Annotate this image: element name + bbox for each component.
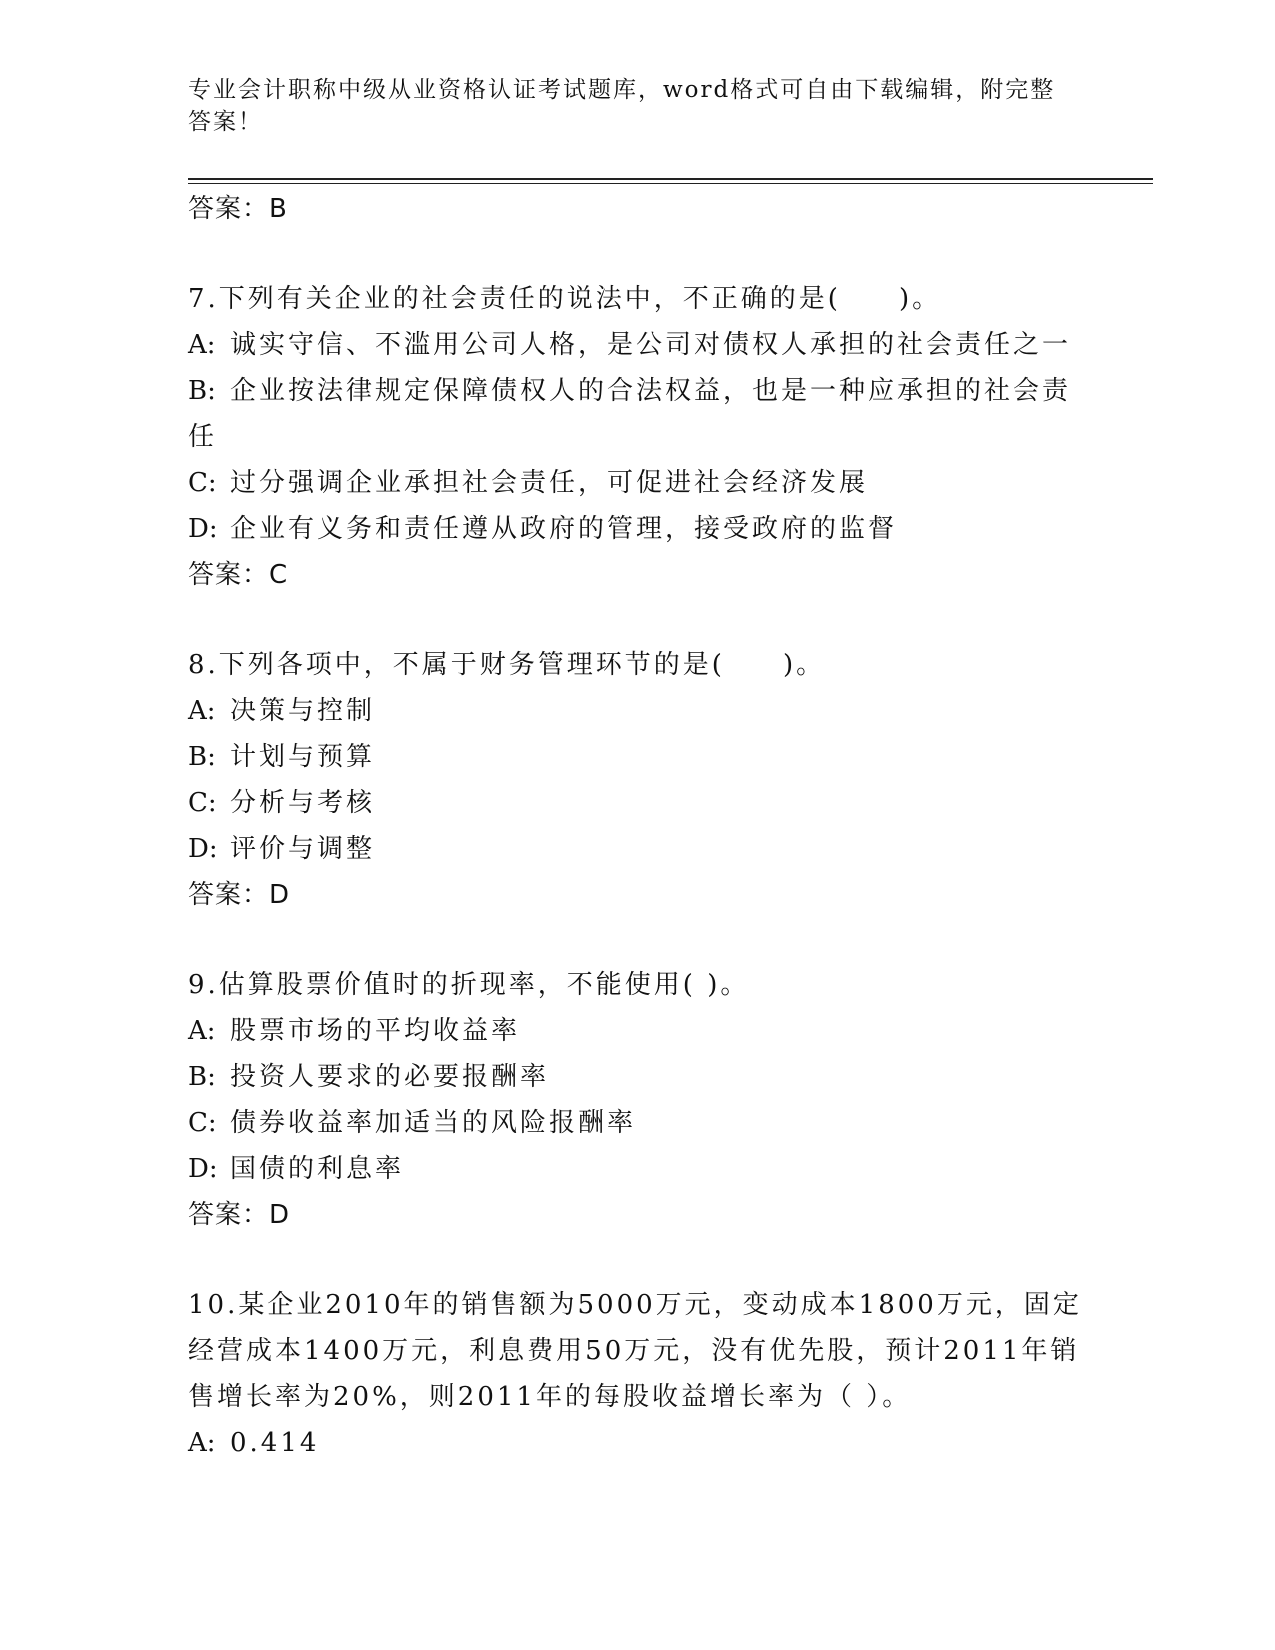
option-text: 诚实守信、不滥用公司人格，是公司对债权人承担的社会责任之一 — [230, 330, 1072, 360]
option-d — [188, 1146, 1088, 1192]
option-a — [188, 1008, 1088, 1054]
option-letter: A: — [188, 330, 216, 360]
option-text: 股票市场的平均收益率 — [230, 1016, 521, 1046]
option-text: 0.414 — [230, 1428, 320, 1458]
option-letter: C: — [188, 1108, 217, 1138]
option-letter: B: — [188, 376, 216, 406]
option-letter: D: — [188, 1154, 218, 1184]
option-c — [188, 460, 1088, 506]
option-b — [188, 368, 1088, 460]
option-text: 分析与考核 — [230, 788, 376, 818]
question-stem: 7.下列有关企业的社会责任的说法中，不正确的是( )。 — [188, 284, 942, 314]
option-d — [188, 506, 1088, 552]
option-a — [188, 688, 1088, 734]
option-letter: A: — [188, 1428, 216, 1458]
option-text: 计划与预算 — [230, 742, 376, 772]
option-letter: B: — [188, 1062, 216, 1092]
option-letter: A: — [188, 696, 216, 726]
question-list — [188, 186, 1088, 1466]
option-text: 企业按法律规定保障债权人的合法权益，也是一种应承担的社会责任 — [188, 376, 1072, 452]
option-text: 国债的利息率 — [230, 1154, 405, 1184]
option-b — [188, 734, 1088, 780]
option-text: 债券收益率加适当的风险报酬率 — [230, 1108, 637, 1138]
option-letter: C: — [188, 468, 217, 498]
header-rule-thick — [188, 178, 1153, 180]
option-text: 企业有义务和责任遵从政府的管理，接受政府的监督 — [230, 514, 898, 544]
option-a — [188, 1420, 1088, 1466]
option-letter: C: — [188, 788, 217, 818]
answer-line: 答案：B — [188, 194, 288, 224]
question-stem: 10.某企业2010年的销售额为5000万元，变动成本1800万元，固定经营成本1400万元，利息费用50万元，没有优先股，预计2011年销售增长率为20%，则2011年的每股收益增长率为（ ）。 — [188, 1290, 1082, 1412]
option-a — [188, 322, 1088, 368]
option-letter: B: — [188, 742, 216, 772]
option-b — [188, 1054, 1088, 1100]
answer-line: 答案：C — [188, 560, 289, 590]
answer-line: 答案：D — [188, 880, 291, 910]
option-letter: A: — [188, 1016, 216, 1046]
option-letter: D: — [188, 514, 218, 544]
page-header: 专业会计职称中级从业资格认证考试题库，word格式可自由下载编辑，附完整答案！ — [188, 77, 1056, 135]
question-stem: 8.下列各项中，不属于财务管理环节的是( )。 — [188, 650, 826, 680]
question-stem: 9.估算股票价值时的折现率，不能使用( )。 — [188, 970, 750, 1000]
option-d — [188, 826, 1088, 872]
option-text: 投资人要求的必要报酬率 — [230, 1062, 550, 1092]
answer-line: 答案：D — [188, 1200, 291, 1230]
option-c — [188, 780, 1088, 826]
header-rule-thin — [188, 183, 1153, 184]
option-text: 决策与控制 — [230, 696, 376, 726]
option-c — [188, 1100, 1088, 1146]
option-letter: D: — [188, 834, 218, 864]
option-text: 评价与调整 — [230, 834, 376, 864]
option-text: 过分强调企业承担社会责任，可促进社会经济发展 — [230, 468, 869, 498]
